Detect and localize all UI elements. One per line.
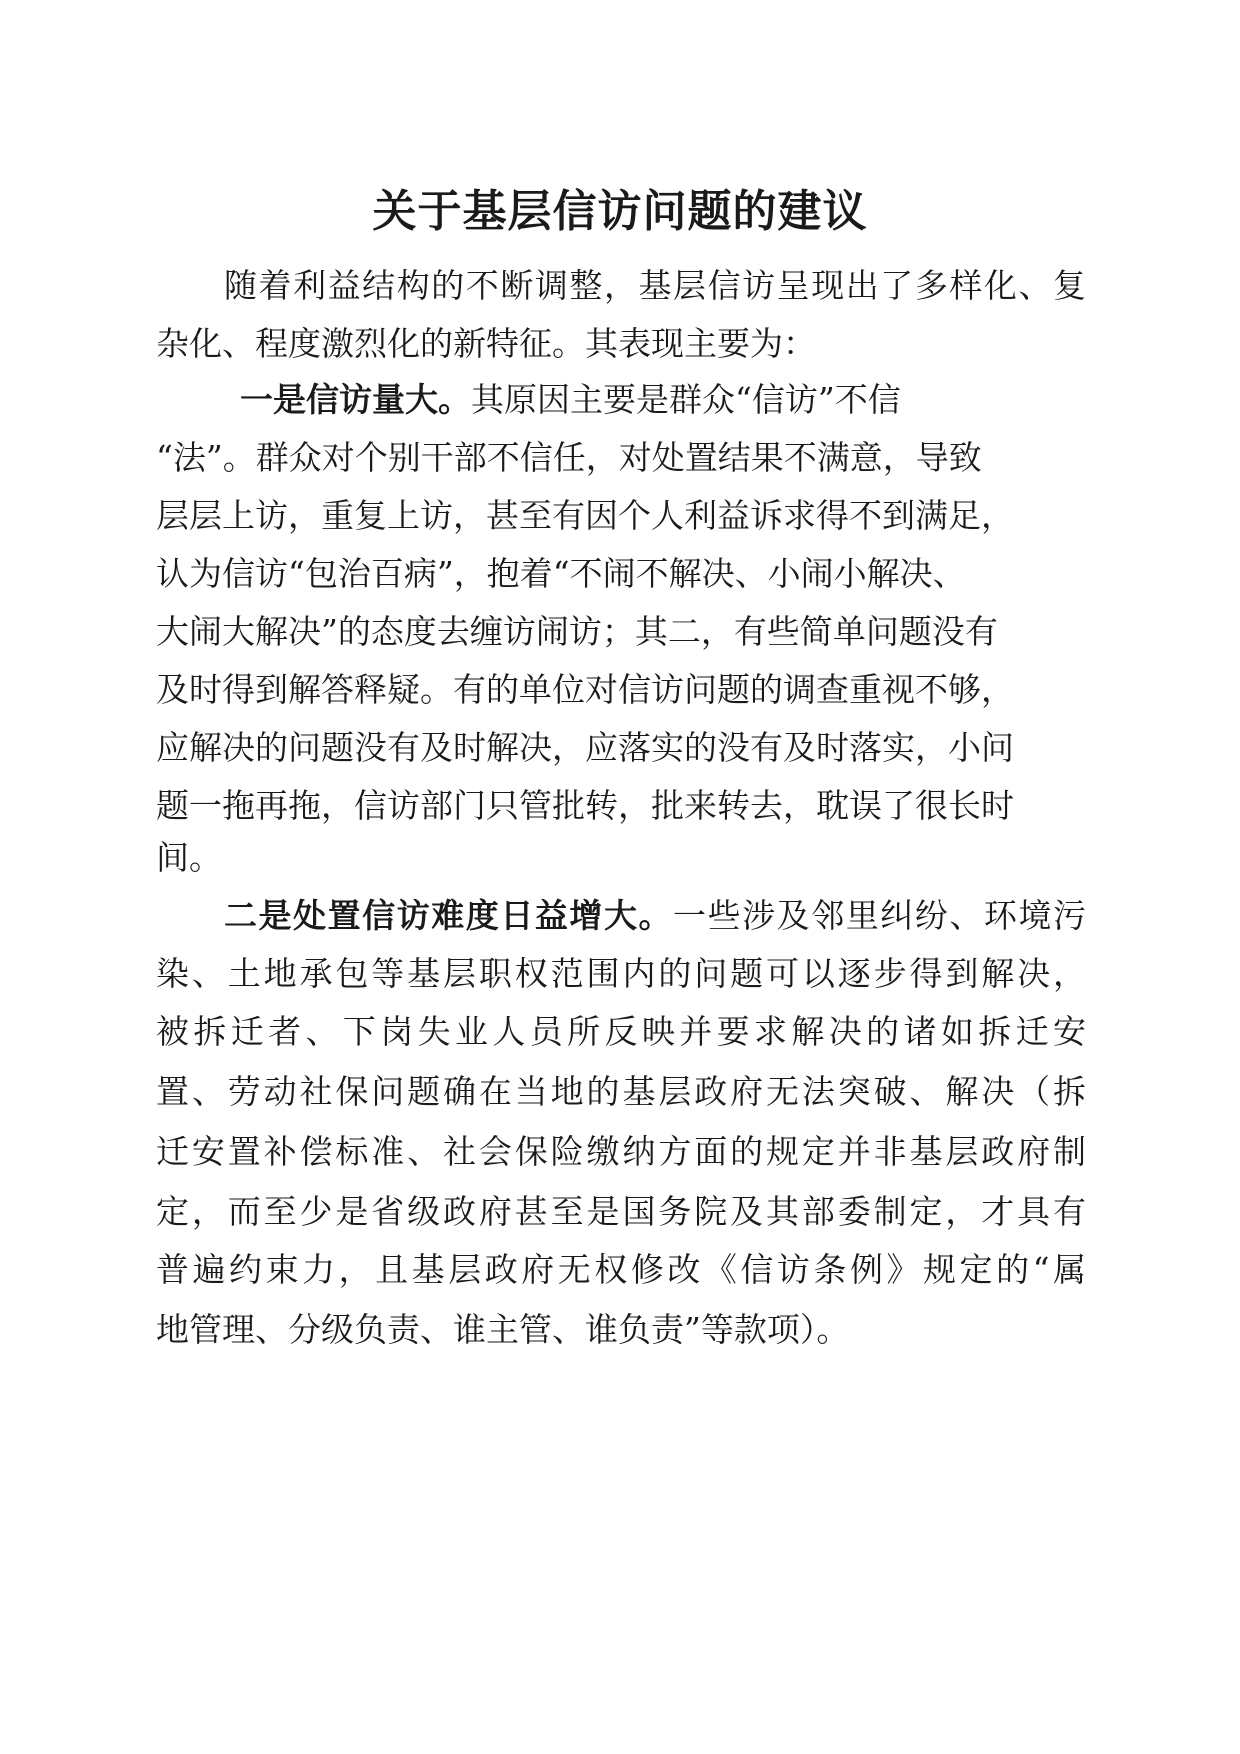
point1-heading: 一是信访量大。 — [240, 380, 471, 419]
point2-line-8: 地管理、分级负责、谁主管、谁负责”等款项）。 — [156, 1310, 850, 1349]
point2-line-3: 被拆迁者、下岗失业人员所反映并要求解决的诸如拆迁安 — [156, 1012, 1086, 1051]
intro-line-2: 杂化、程度激烈化的新特征。其表现主要为： — [156, 324, 816, 363]
point1-line-5: 大闹大解决”的态度去缠访闹访；其二，有些简单问题没有 — [156, 612, 998, 651]
point1-line-8: 题一拖再拖，信访部门只管批转，批来转去，耽误了很长时 — [156, 786, 1014, 825]
point1-line-4: 认为信访“包治百病”，抱着“不闹不解决、小闹小解决、 — [156, 554, 966, 593]
point1-line-9: 间。 — [156, 838, 222, 877]
point2-first-line — [224, 896, 1086, 936]
document-title: 关于基层信访问题的建议 — [372, 186, 868, 237]
point1-line-7: 应解决的问题没有及时解决，应落实的没有及时落实，小问 — [156, 728, 1014, 767]
point2-line-7: 普遍约束力，且基层政府无权修改《信访条例》规定的“属 — [156, 1250, 1086, 1289]
point2-line-4: 置、劳动社保问题确在当地的基层政府无法突破、解决（拆 — [156, 1072, 1086, 1111]
point2-heading: 二是处置信访难度日益增大。 — [224, 896, 674, 935]
point1-first-line-rest: 其原因主要是群众“信访”不信 — [471, 380, 901, 419]
intro-line-1: 随着利益结构的不断调整，基层信访呈现出了多样化、复 — [224, 266, 1086, 305]
point1-line-3: 层层上访，重复上访，甚至有因个人利益诉求得不到满足， — [156, 496, 1014, 535]
point1-line-6: 及时得到解答释疑。有的单位对信访问题的调查重视不够， — [156, 670, 1014, 709]
point2-first-line-rest: 一些涉及邻里纠纷、环境污 — [673, 896, 1087, 935]
point1-line-2: “法”。群众对个别干部不信任，对处置结果不满意，导致 — [156, 438, 982, 477]
point2-line-5: 迁安置补偿标准、社会保险缴纳方面的规定并非基层政府制 — [156, 1132, 1086, 1171]
point1-first-line — [240, 380, 901, 420]
point2-line-2: 染、土地承包等基层职权范围内的问题可以逐步得到解决， — [156, 954, 1086, 993]
point2-line-6: 定，而至少是省级政府甚至是国务院及其部委制定，才具有 — [156, 1192, 1086, 1231]
